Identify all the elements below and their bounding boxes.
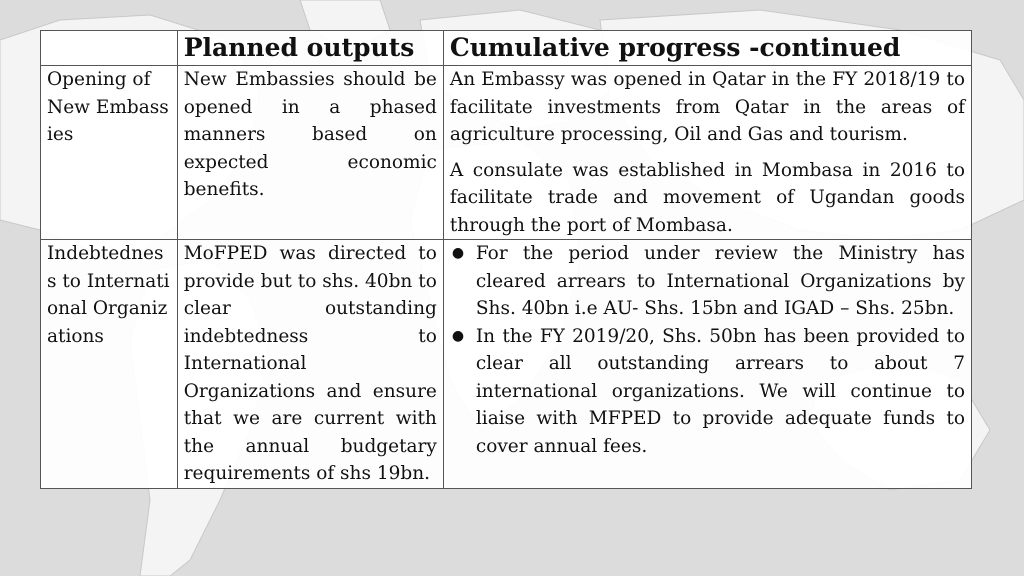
row-label-embassies: Opening of New Embassies xyxy=(41,66,178,240)
progress-bullet-list xyxy=(450,240,965,460)
bullet-icon: ● xyxy=(451,327,465,344)
progress-paragraph: An Embassy was opened in Qatar in the FY 2018/19 to facilitate investments from Qatar in the areas of agriculture processing, Oil and Gas and tourism. xyxy=(449,69,965,145)
progress-indebtedness xyxy=(443,240,971,489)
planned-output-indebtedness: MoFPED was directed to provide but to shs. 40bn to clear outstanding indebtedness to International Organizations and ensure that we are current with the annual budgetary requirements of shs 19bn. xyxy=(177,240,443,489)
table-row-indebtedness xyxy=(41,240,972,489)
progress-embassies xyxy=(443,66,971,240)
outputs-progress-table xyxy=(40,30,972,489)
bullet-text: For the period under review the Ministry has cleared arrears to International Organizations by Shs. 40bn i.e AU- Shs. 15bn and IGAD – Shs. 25bn. xyxy=(475,243,965,319)
list-item xyxy=(451,323,965,461)
table-row-embassies xyxy=(41,66,972,240)
planned-output-embassies: New Embassies should be opened in a phased manners based on expected economic benefits. xyxy=(177,66,443,240)
header-row xyxy=(41,31,972,66)
bullet-text: In the FY 2019/20, Shs. 50bn has been provided to clear all outstanding arrears to about 7 international organizations. We will continue to liaise with MFPED to provide adequate funds to cover annual fees. xyxy=(475,325,965,457)
progress-paragraph: A consulate was established in Mombasa in 2016 to facilitate trade and movement of Ugandan goods through the port of Mombasa. xyxy=(449,159,965,236)
header-planned-outputs: Planned outputs xyxy=(177,31,443,66)
list-item xyxy=(451,240,965,323)
header-cumulative-progress: Cumulative progress -continued xyxy=(443,31,971,66)
header-empty-cell xyxy=(41,31,178,66)
bullet-icon: ● xyxy=(451,245,465,261)
row-label-indebtedness: Indebtedness to International Organizations xyxy=(41,240,178,489)
